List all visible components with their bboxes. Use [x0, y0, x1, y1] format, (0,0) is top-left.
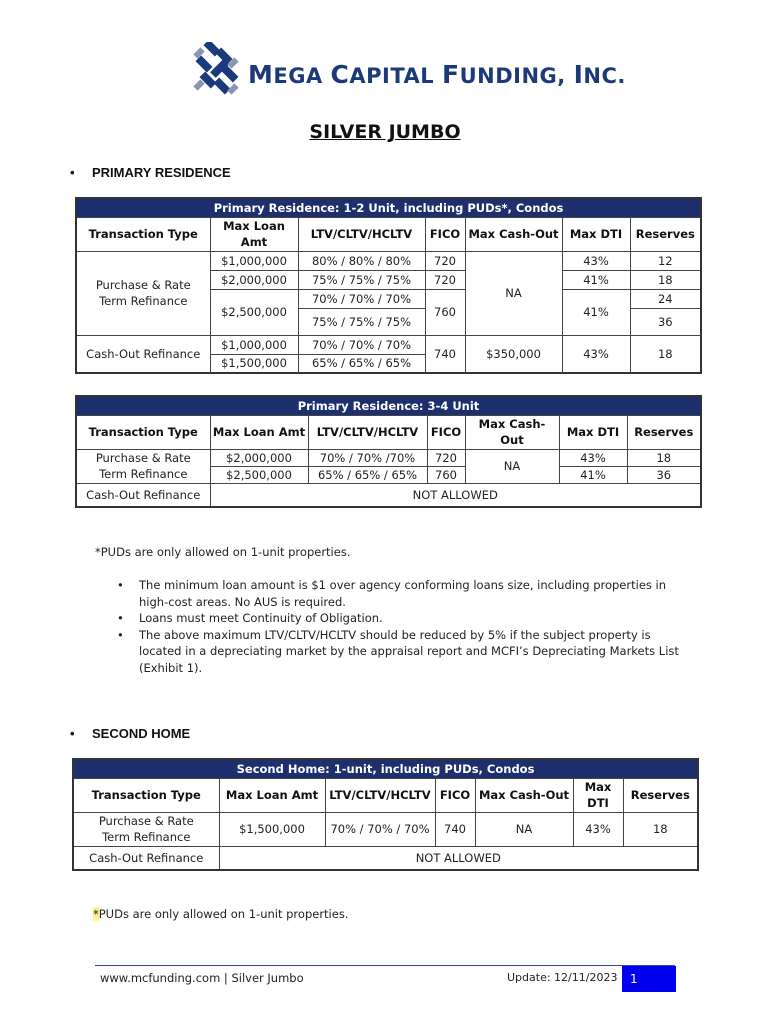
table-cell: 720 — [427, 449, 465, 466]
col-ltv: LTV/CLTV/HCLTV — [308, 415, 427, 449]
col-transaction-type: Transaction Type — [76, 217, 210, 251]
footer-website: www.mcfunding.com | Silver Jumbo — [100, 971, 304, 985]
col-max-loan-amt: Max Loan Amt — [210, 415, 308, 449]
table-cell: $1,500,000 — [210, 354, 298, 373]
table-cell: 75% / 75% / 75% — [298, 270, 425, 289]
col-fico: FICO — [435, 778, 475, 812]
table-cell: 720 — [425, 251, 465, 270]
footer-divider — [95, 965, 675, 966]
highlighted-asterisk: * — [93, 907, 99, 921]
mcf-logo-icon — [190, 42, 246, 98]
col-ltv: LTV/CLTV/HCLTV — [325, 778, 435, 812]
col-max-cash-out: Max Cash-Out — [465, 415, 559, 449]
note-text: PUDs are only allowed on 1-unit properties. — [98, 907, 349, 921]
bullet-text: Loans must meet Continuity of Obligation. — [139, 611, 383, 625]
table-cell: 720 — [425, 270, 465, 289]
col-max-dti: Max DTI — [562, 217, 630, 251]
list-item — [115, 610, 685, 627]
bullet-icon: • — [117, 578, 124, 592]
table-cell: $1,000,000 — [210, 335, 298, 354]
table-cell: 760 — [427, 466, 465, 483]
puds-note: *PUDs are only allowed on 1-unit properties. — [95, 545, 351, 559]
column-header-row — [76, 217, 701, 251]
table-cell: NA — [465, 449, 559, 483]
table-header: Second Home: 1-unit, including PUDs, Condos — [73, 759, 698, 778]
table-cell: 43% — [573, 812, 623, 846]
table-cell: $2,000,000 — [210, 449, 308, 466]
table-cell: 70% / 70% / 70% — [298, 289, 425, 308]
table-cell: 18 — [630, 270, 701, 289]
col-reserves: Reserves — [627, 415, 701, 449]
table-row — [76, 483, 701, 507]
table-cell: 24 — [630, 289, 701, 308]
bullet-icon: • — [117, 627, 124, 642]
table-cell: NA — [475, 812, 573, 846]
col-max-loan-amt: Max Loan Amt — [219, 778, 325, 812]
table-cell: $350,000 — [465, 335, 562, 373]
guideline-bullets — [115, 577, 685, 676]
table-header: Primary Residence: 3-4 Unit — [76, 396, 701, 415]
table-cell: 80% / 80% / 80% — [298, 251, 425, 270]
table-cell: $1,500,000 — [219, 812, 325, 846]
second-home-table — [72, 758, 699, 871]
list-item — [115, 577, 685, 610]
table-row — [76, 335, 701, 354]
table-cell: $1,000,000 — [210, 251, 298, 270]
section-heading-second-home: • SECOND HOME — [70, 726, 191, 741]
table-cell: $2,500,000 — [210, 289, 298, 335]
table-cell: 43% — [562, 335, 630, 373]
transaction-type-cell: Purchase & Rate Term Refinance — [73, 812, 219, 846]
bullet-icon: • — [70, 165, 75, 180]
bullet-text: The above maximum LTV/CLTV/HCLTV should be reduced by 5% if the subject property is located in a depreciating market by the appraisal report and MCFI’s Depreciating Markets List (Exhibit 1). — [139, 627, 679, 675]
column-header-row — [73, 778, 698, 812]
col-max-loan-amt: Max Loan Amt — [210, 217, 298, 251]
bullet-icon: • — [117, 611, 124, 625]
table-cell: 18 — [627, 449, 701, 466]
company-name: MEGA CAPITAL FUNDING, INC. — [248, 60, 626, 89]
table-cell: 65% / 65% / 65% — [308, 466, 427, 483]
transaction-type-cell: Cash-Out Refinance — [76, 483, 210, 507]
table-cell: 36 — [630, 308, 701, 335]
company-logo — [190, 40, 626, 100]
table-cell: 43% — [559, 449, 627, 466]
list-item — [115, 627, 685, 677]
not-allowed-cell: NOT ALLOWED — [219, 846, 698, 870]
column-header-row — [76, 415, 701, 449]
page-title: SILVER JUMBO — [309, 121, 461, 143]
table-cell: NA — [465, 251, 562, 335]
col-fico: FICO — [425, 217, 465, 251]
col-transaction-type: Transaction Type — [73, 778, 219, 812]
table-cell: 41% — [562, 289, 630, 335]
bullet-icon: • — [70, 726, 75, 741]
col-max-dti: Max DTI — [559, 415, 627, 449]
table-header: Primary Residence: 1-2 Unit, including PUDs*, Condos — [76, 198, 701, 217]
table-cell: $2,500,000 — [210, 466, 308, 483]
table-cell: 18 — [623, 812, 698, 846]
page-number: 1 — [622, 966, 676, 992]
col-reserves: Reserves — [630, 217, 701, 251]
table-cell: $2,000,000 — [210, 270, 298, 289]
transaction-type-cell: Purchase & Rate Term Refinance — [76, 449, 210, 483]
col-fico: FICO — [427, 415, 465, 449]
footer-update-date: Update: 12/11/2023 — [507, 971, 618, 984]
table-row — [73, 846, 698, 870]
table-cell: 70% / 70% /70% — [308, 449, 427, 466]
puds-note-second-home — [93, 907, 348, 921]
table-cell: 36 — [627, 466, 701, 483]
table-cell: 760 — [425, 289, 465, 335]
col-transaction-type: Transaction Type — [76, 415, 210, 449]
transaction-type-cell: Cash-Out Refinance — [76, 335, 210, 373]
col-max-dti: Max DTI — [573, 778, 623, 812]
table-cell: 70% / 70% / 70% — [298, 335, 425, 354]
table-cell: 75% / 75% / 75% — [298, 308, 425, 335]
table-cell: 70% / 70% / 70% — [325, 812, 435, 846]
col-max-cash-out: Max Cash-Out — [465, 217, 562, 251]
table-row — [73, 812, 698, 846]
transaction-type-cell: Purchase & Rate Term Refinance — [76, 251, 210, 335]
table-cell: 740 — [435, 812, 475, 846]
table-row — [76, 449, 701, 466]
not-allowed-cell: NOT ALLOWED — [210, 483, 701, 507]
primary-residence-1-2-unit-table — [75, 197, 702, 374]
table-cell: 41% — [562, 270, 630, 289]
table-cell: 740 — [425, 335, 465, 373]
table-row — [76, 251, 701, 270]
primary-residence-3-4-unit-table — [75, 395, 702, 508]
section-heading-primary: • PRIMARY RESIDENCE — [70, 165, 231, 180]
transaction-type-cell: Cash-Out Refinance — [73, 846, 219, 870]
col-reserves: Reserves — [623, 778, 698, 812]
table-cell: 18 — [630, 335, 701, 373]
bullet-text: The minimum loan amount is $1 over agency conforming loans size, including properties in high-cost areas. No AUS is required. — [139, 578, 667, 609]
col-max-cash-out: Max Cash-Out — [475, 778, 573, 812]
col-ltv: LTV/CLTV/HCLTV — [298, 217, 425, 251]
table-cell: 43% — [562, 251, 630, 270]
table-cell: 12 — [630, 251, 701, 270]
table-cell: 41% — [559, 466, 627, 483]
table-cell: 65% / 65% / 65% — [298, 354, 425, 373]
